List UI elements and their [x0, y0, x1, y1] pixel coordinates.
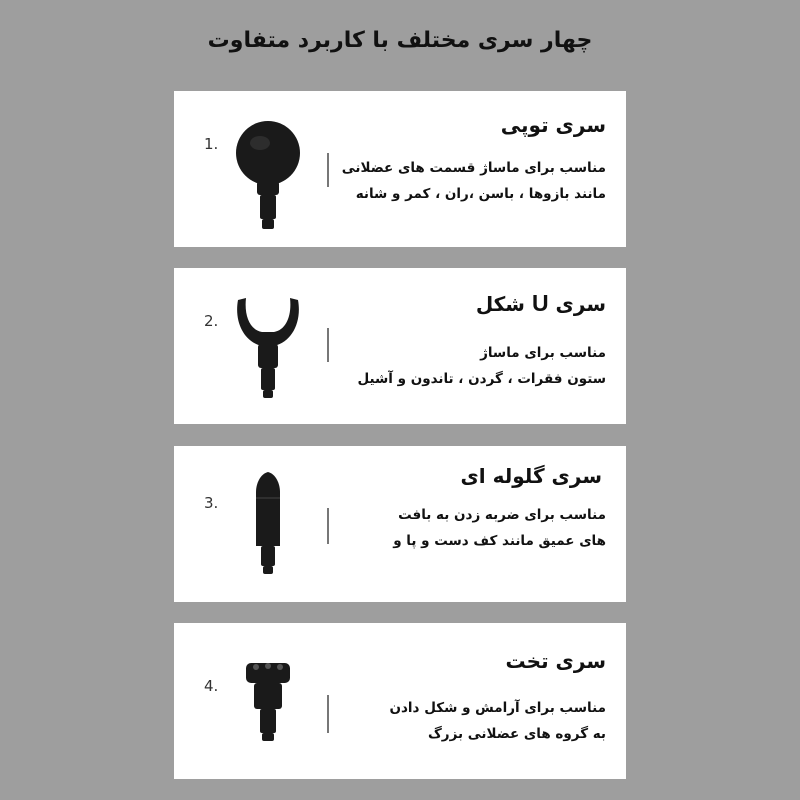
card-title: سری توپی	[500, 113, 606, 137]
divider	[327, 508, 329, 544]
description-line: مناسب برای ضربه زدن به بافت	[398, 507, 606, 523]
card-description	[393, 502, 606, 554]
title-u-letter: U	[531, 290, 549, 316]
description-line: ستون فقرات ، گردن ، تاندون و آشیل	[357, 371, 606, 387]
description-line: مناسب برای ماساژ	[480, 345, 606, 361]
card-description	[389, 695, 606, 747]
divider	[327, 695, 329, 733]
description-line: به گروه های عضلانی بزرگ	[427, 726, 606, 742]
ball-head-icon	[226, 107, 310, 237]
description-line: مانند بازوها ، باسن ،ران ، کمر و شانه	[355, 186, 606, 202]
divider	[327, 153, 329, 187]
bullet-head-icon	[226, 458, 310, 588]
card-number: 1.	[204, 135, 219, 153]
card-title	[476, 290, 606, 317]
flat-head-icon	[226, 635, 310, 765]
card-flat-head	[174, 623, 626, 779]
description-line: های عمیق مانند کف دست و پا و	[393, 533, 606, 549]
card-number: 4.	[204, 677, 219, 695]
card-u-head	[174, 268, 626, 424]
title-word: سری	[555, 292, 606, 316]
u-shaped-head-icon	[226, 282, 310, 412]
card-description	[342, 155, 606, 207]
card-description	[357, 340, 606, 392]
card-title: سری تخت	[505, 649, 606, 673]
description-line: مناسب برای ماساژ قسمت های عضلانی	[341, 160, 606, 176]
page-title: چهار سری مختلف با کاربرد متفاوت	[207, 28, 593, 53]
card-number: 2.	[204, 312, 219, 330]
description-line: مناسب برای آرامش و شکل دادن	[389, 700, 606, 716]
card-number: 3.	[204, 494, 219, 512]
title-word: شکل	[475, 292, 525, 316]
card-title: سری گلوله ای	[460, 464, 602, 488]
card-bullet-head	[174, 446, 626, 602]
divider	[327, 328, 329, 362]
card-ball-head	[174, 91, 626, 247]
